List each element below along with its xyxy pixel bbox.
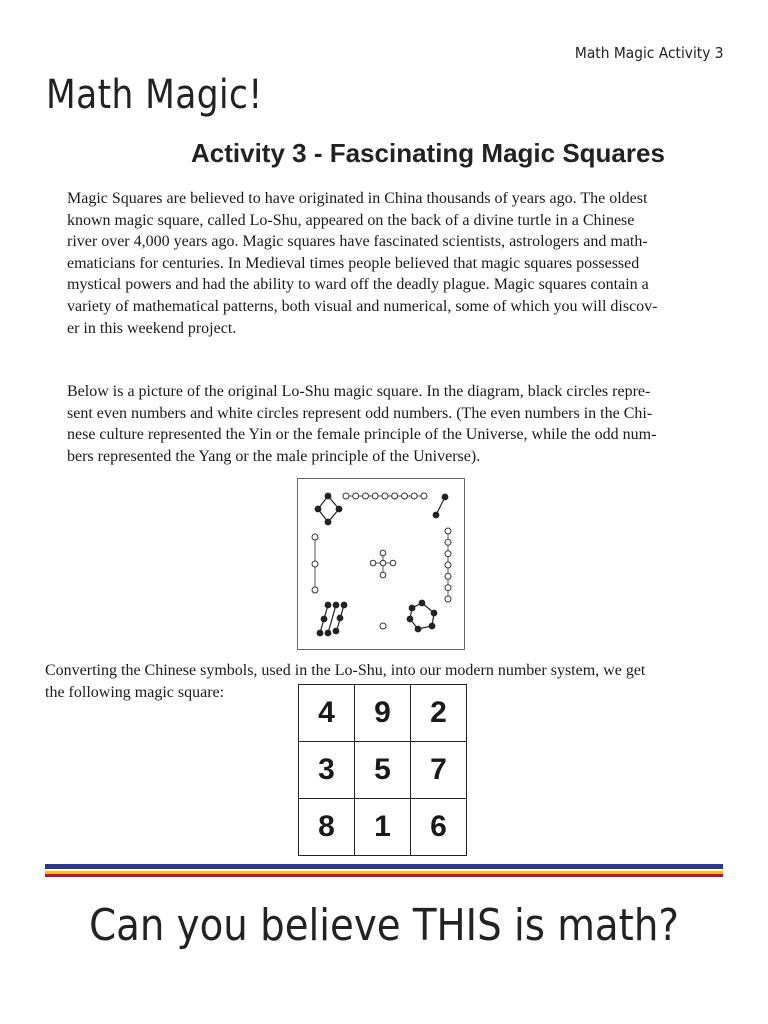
magic-square-table (298, 684, 467, 856)
footer-slogan: Can you believe THIS is math? (89, 900, 679, 951)
magic-square-cell: 9 (355, 685, 411, 742)
loshu-paragraph (67, 381, 721, 467)
loshu-diagram-graphic (298, 479, 464, 649)
text-line: nese culture represented the Yin or the female principle of the Universe, while the odd num- (67, 426, 657, 444)
magic-square-cell: 7 (411, 742, 467, 799)
magic-square-cell: 1 (355, 799, 411, 856)
header-tag: Math Magic Activity 3 (575, 44, 724, 62)
text-line: Below is a picture of the original Lo-Shu magic square. In the diagram, black circles repre- (67, 383, 651, 400)
magic-square-row (299, 742, 467, 799)
footer-stripe (45, 864, 723, 877)
magic-square-cell: 4 (299, 685, 355, 742)
stripe-red (45, 874, 723, 877)
magic-square-cell: 8 (299, 799, 355, 856)
magic-square-cell: 5 (355, 742, 411, 799)
text-line: variety of mathematical patterns, both visual and numerical, some of which you will discov- (67, 297, 658, 315)
magic-square-cell: 6 (411, 799, 467, 856)
magic-square-cell: 2 (411, 685, 467, 742)
magic-square-cell: 3 (299, 742, 355, 799)
text-line: river over 4,000 years ago. Magic squares have fascinated scientists, astrologers and math- (67, 233, 648, 251)
intro-paragraph (67, 188, 721, 339)
page-title: Math Magic! (46, 72, 263, 118)
text-line: bers represented the Yang or the male principle of the Universe). (67, 447, 481, 465)
text-line: Converting the Chinese symbols, used in the Lo-Shu, into our modern number system, we get (45, 662, 646, 679)
text-line: the following magic square: (45, 683, 225, 701)
text-line: mystical powers and had the ability to ward off the deadly plague. Magic squares contain a (67, 276, 649, 294)
activity-title: Activity 3 - Fascinating Magic Squares (191, 138, 665, 168)
text-line: er in this weekend project. (67, 319, 237, 337)
text-line: ematicians for centuries. In Medieval times people believed that magic squares possessed (67, 254, 640, 272)
magic-square-row (299, 685, 467, 742)
magic-square-row (299, 799, 467, 856)
text-line: Magic Squares are believed to have originated in China thousands of years ago. The oldest (67, 190, 648, 207)
loshu-diagram (297, 478, 465, 650)
text-line: sent even numbers and white circles represent odd numbers. (The even numbers in the Chi- (67, 404, 653, 422)
text-line: known magic square, called Lo-Shu, appeared on the back of a divine turtle in a Chinese (67, 211, 635, 229)
